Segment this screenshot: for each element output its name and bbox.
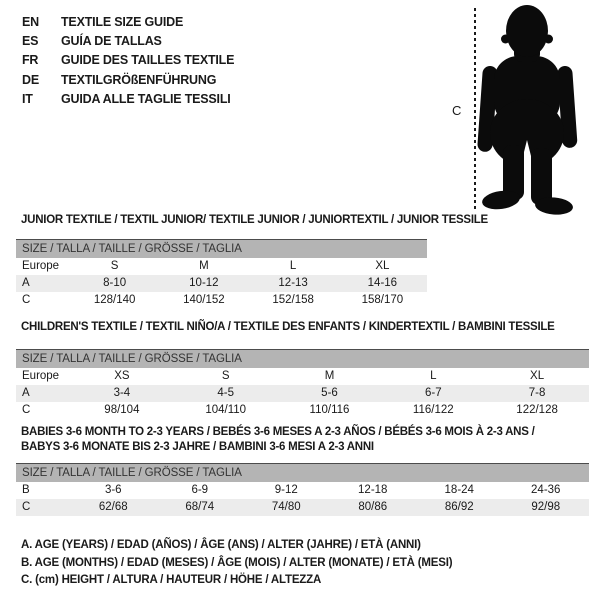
children-table-title: CHILDREN'S TEXTILE / TEXTIL NIÑO/A / TEXTILE DES ENFANTS / KINDERTEXTIL / BAMBINI TESSILE xyxy=(21,321,555,333)
language-guide-list xyxy=(22,12,234,109)
table-cell: 6-7 xyxy=(424,387,442,399)
lang-code: FR xyxy=(22,53,39,68)
lang-code: DE xyxy=(22,72,39,87)
row-label: Europe xyxy=(22,260,60,272)
lang-title: TEXTILGRÖßENFÜHRUNG xyxy=(61,72,217,87)
table-cell: 3-4 xyxy=(113,387,131,399)
legend-notes xyxy=(21,537,452,590)
lang-row-fr xyxy=(22,51,234,70)
lang-title: GUÍA DE TALLAS xyxy=(61,34,162,49)
table-header-bar: SIZE / TALLA / TAILLE / GRÖSSE / TAGLIA xyxy=(16,350,589,368)
table-cell: 62/68 xyxy=(98,501,128,513)
lang-code: EN xyxy=(22,14,39,29)
lang-row-de xyxy=(22,70,234,89)
table-cell: XS xyxy=(114,370,130,382)
table-cell: 104/110 xyxy=(205,404,247,416)
table-row xyxy=(16,385,589,402)
table-row xyxy=(16,499,589,516)
table-header-bar: SIZE / TALLA / TAILLE / GRÖSSE / TAGLIA xyxy=(16,464,589,482)
row-label: A xyxy=(22,387,30,399)
table-cell: 24-36 xyxy=(531,484,561,496)
table-header-bar: SIZE / TALLA / TAILLE / GRÖSSE / TAGLIA xyxy=(16,240,427,258)
table-cell: 12-18 xyxy=(358,484,388,496)
table-cell: 98/104 xyxy=(104,404,140,416)
table-cell: M xyxy=(324,370,335,382)
legend-note-b: B. AGE (MONTHS) / EDAD (MESES) / ÂGE (MOIS) / ALTER (MONATE) / ETÀ (MESI) xyxy=(21,556,453,569)
table-cell: 116/122 xyxy=(412,404,454,416)
babies-table-title-line1: BABIES 3-6 MONTH TO 2-3 YEARS / BEBÉS 3-6 MESES A 2-3 AÑOS / BÉBÉS 3-6 MOIS À 2-3 ANS / xyxy=(21,426,535,438)
measure-label-c: C xyxy=(452,103,462,118)
table-cell: 10-12 xyxy=(189,277,219,289)
lang-row-it xyxy=(22,90,234,109)
lang-code: IT xyxy=(22,92,33,107)
table-cell: XL xyxy=(530,370,545,382)
table-cell: 5-6 xyxy=(321,387,338,399)
table-row xyxy=(16,258,427,275)
table-cell: 74/80 xyxy=(271,501,301,513)
row-label: A xyxy=(22,277,30,289)
baby-silhouette-icon xyxy=(470,0,590,220)
table-cell: M xyxy=(199,260,209,272)
row-label: C xyxy=(22,501,31,513)
table-cell: 4-5 xyxy=(217,387,234,399)
table-cell: 128/140 xyxy=(93,294,136,306)
lang-title: GUIDA ALLE TAGLIE TESSILI xyxy=(61,92,231,107)
babies-table-title xyxy=(21,425,535,455)
table-cell: 152/158 xyxy=(272,294,314,306)
junior-size-table xyxy=(16,239,427,309)
babies-table-title-line2: BABYS 3-6 MONATE BIS 2-3 JAHRE / BAMBINI 3-6 MESI A 2-3 ANNI xyxy=(21,441,374,453)
junior-table-title: JUNIOR TEXTILE / TEXTIL JUNIOR/ TEXTILE JUNIOR / JUNIORTEXTIL / JUNIOR TESSILE xyxy=(21,214,488,226)
table-cell: 14-16 xyxy=(367,277,398,289)
babies-size-table xyxy=(16,463,589,516)
row-label: B xyxy=(22,484,30,496)
lang-row-en xyxy=(22,12,234,31)
table-cell: 80/86 xyxy=(358,501,388,513)
table-cell: L xyxy=(430,370,437,382)
lang-title: TEXTILE SIZE GUIDE xyxy=(61,14,184,29)
table-row xyxy=(16,482,589,499)
table-cell: 68/74 xyxy=(185,501,215,513)
row-label: C xyxy=(22,404,31,416)
table-cell: 110/116 xyxy=(309,404,350,416)
table-cell: 3-6 xyxy=(104,484,122,496)
legend-note-a: A. AGE (YEARS) / EDAD (AÑOS) / ÂGE (ANS) / ALTER (JAHRE) / ETÀ (ANNI) xyxy=(21,539,421,551)
table-cell: 122/128 xyxy=(516,404,558,416)
lang-title: GUIDE DES TAILLES TEXTILE xyxy=(61,53,235,68)
table-cell: L xyxy=(289,260,297,272)
children-size-table xyxy=(16,349,589,419)
table-cell: 86/92 xyxy=(444,501,474,513)
table-cell: 158/170 xyxy=(361,294,404,306)
lang-row-es xyxy=(22,31,234,50)
row-label: C xyxy=(22,294,31,306)
table-cell: 9-12 xyxy=(274,484,298,496)
table-cell: S xyxy=(221,370,230,382)
table-cell: 8-10 xyxy=(103,277,127,289)
table-cell: 92/98 xyxy=(531,501,561,513)
table-cell: S xyxy=(110,260,119,272)
table-cell: 6-9 xyxy=(191,484,209,496)
table-row xyxy=(16,292,427,309)
table-cell: 140/152 xyxy=(183,294,225,306)
legend-note-c: C. (cm) HEIGHT / ALTURA / HAUTEUR / HÖHE / ALTEZZA xyxy=(21,574,322,586)
table-row xyxy=(16,275,427,292)
table-cell: 18-24 xyxy=(444,484,474,496)
row-label: Europe xyxy=(22,370,60,382)
table-row xyxy=(16,368,589,385)
lang-code: ES xyxy=(22,34,39,49)
table-cell: 12-13 xyxy=(278,277,308,289)
table-cell: 7-8 xyxy=(528,387,546,399)
table-row xyxy=(16,402,589,419)
table-cell: XL xyxy=(375,260,390,272)
